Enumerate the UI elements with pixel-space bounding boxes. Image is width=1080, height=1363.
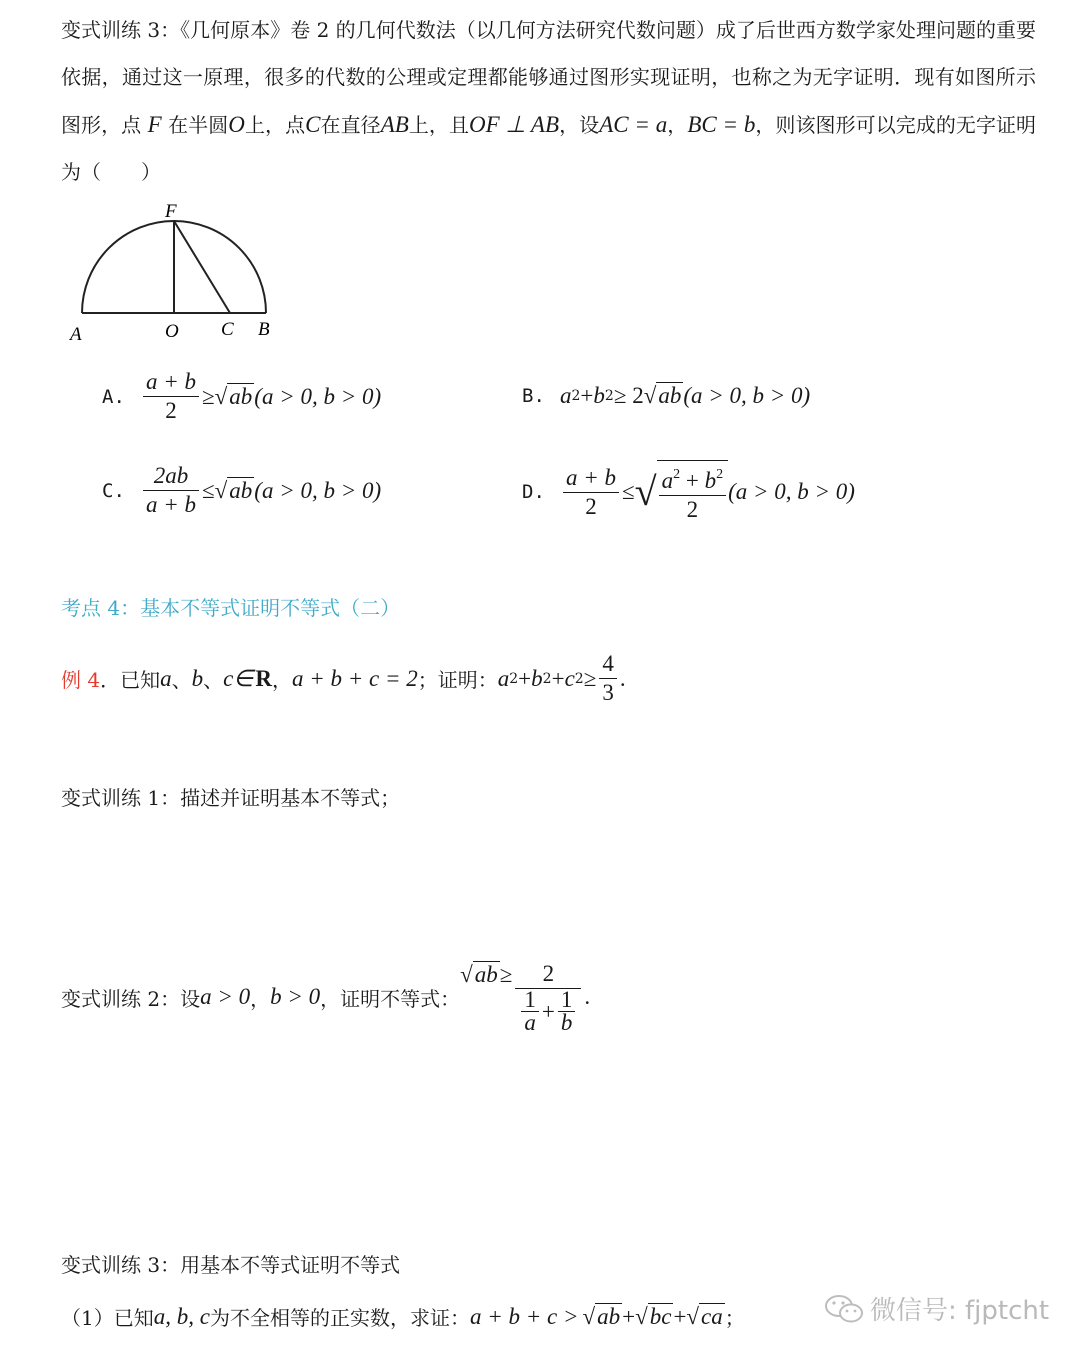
problem-3-text: 变式训练 3：《几何原本》卷 2 的几何代数法（以几何方法研究代数问题）成了后世西方数学家处理问题的重要依据，通过这一原理，很多的代数的公理或定理都能够通过图形实现证明，也称之为无字证明．现有如图所示图形，点 F 在半圆O上，点C在直径AB上，且OF ⊥ AB，设AC = a，BC = b，则该图形可以完成的无字证明为（ ） xyxy=(61,18,1037,184)
p1-sqrt-ca: √ca xyxy=(686,1303,723,1329)
problem-3-label: 变式训练 3： xyxy=(61,18,181,42)
p1-sqrt-bc: √bc xyxy=(635,1303,672,1329)
option-c[interactable]: C. $\frac{2ab}{a + b}$ ≤ √ab (a > 0, b > 0) xyxy=(102,463,382,517)
option-d[interactable]: D. $\frac{a + b}{2}$ ≤ √ $\frac{a^2 + b^2}{2}$ (a > 0, b > 0) xyxy=(522,460,855,524)
label-b: B xyxy=(258,319,270,340)
training-2-fraction: 2 $\frac{1}{a}$ + $\frac{1}{b}$ xyxy=(515,960,581,1034)
p1-sqrt-ab: √ab xyxy=(582,1303,621,1329)
option-d-sqrt: √ $\frac{a^2 + b^2}{2}$ xyxy=(635,460,728,524)
option-c-fraction: $\frac{2ab}{a + b}$ xyxy=(143,462,199,519)
example-4-label: 例 4 xyxy=(61,668,101,692)
wechat-watermark xyxy=(824,1290,1049,1327)
option-c-sqrt: √ab xyxy=(214,477,253,503)
label-a: A xyxy=(70,324,82,345)
semicircle-figure xyxy=(62,196,282,346)
training-2: 变式训练 2：设 a > 0 ， b > 0 ，证明不等式： √ab ≥ 2 $\frac{1}{a}$ + $\frac{1}{b}$ . xyxy=(61,961,591,1035)
option-a-fraction: $\frac{a + b}{2}$ xyxy=(143,368,199,425)
option-b-sqrt: √ab xyxy=(643,383,682,408)
label-c: C xyxy=(221,319,234,340)
training-1: 变式训练 1：描述并证明基本不等式； xyxy=(61,786,401,810)
label-o: O xyxy=(165,321,179,342)
example-4: 例 4 ．已知 a 、 b 、 c∈ R ， a + b + c = 2 ；证明： a 2 + b 2 + c 2 ≥ $\frac{4}{3}$ . xyxy=(61,651,626,705)
option-d-fraction: $\frac{a + b}{2}$ xyxy=(563,464,619,521)
watermark-text: 微信号: fjptcht xyxy=(870,1296,1050,1326)
training-2-sqrt: √ab xyxy=(460,962,498,987)
option-b[interactable]: B. a 2 + b 2 ≥ 2 √ab (a > 0, b > 0) xyxy=(522,383,811,408)
training-3-part-1: （1）已知 a, b, c 为不全相等的正实数，求证： a + b + c > √ab + √bc + √ca ； xyxy=(61,1303,745,1330)
label-f: F xyxy=(165,201,177,222)
wechat-icon xyxy=(824,1292,864,1326)
option-a-sqrt: √ab xyxy=(214,383,253,409)
section-4-heading: 考点 4：基本不等式证明不等式（二） xyxy=(61,596,401,620)
training-3b: 变式训练 3：用基本不等式证明不等式 xyxy=(61,1253,401,1277)
example-4-fraction: $\frac{4}{3}$ xyxy=(599,650,617,707)
option-a[interactable]: A. $\frac{a + b}{2}$ ≥ √ab (a > 0, b > 0) xyxy=(102,369,382,423)
